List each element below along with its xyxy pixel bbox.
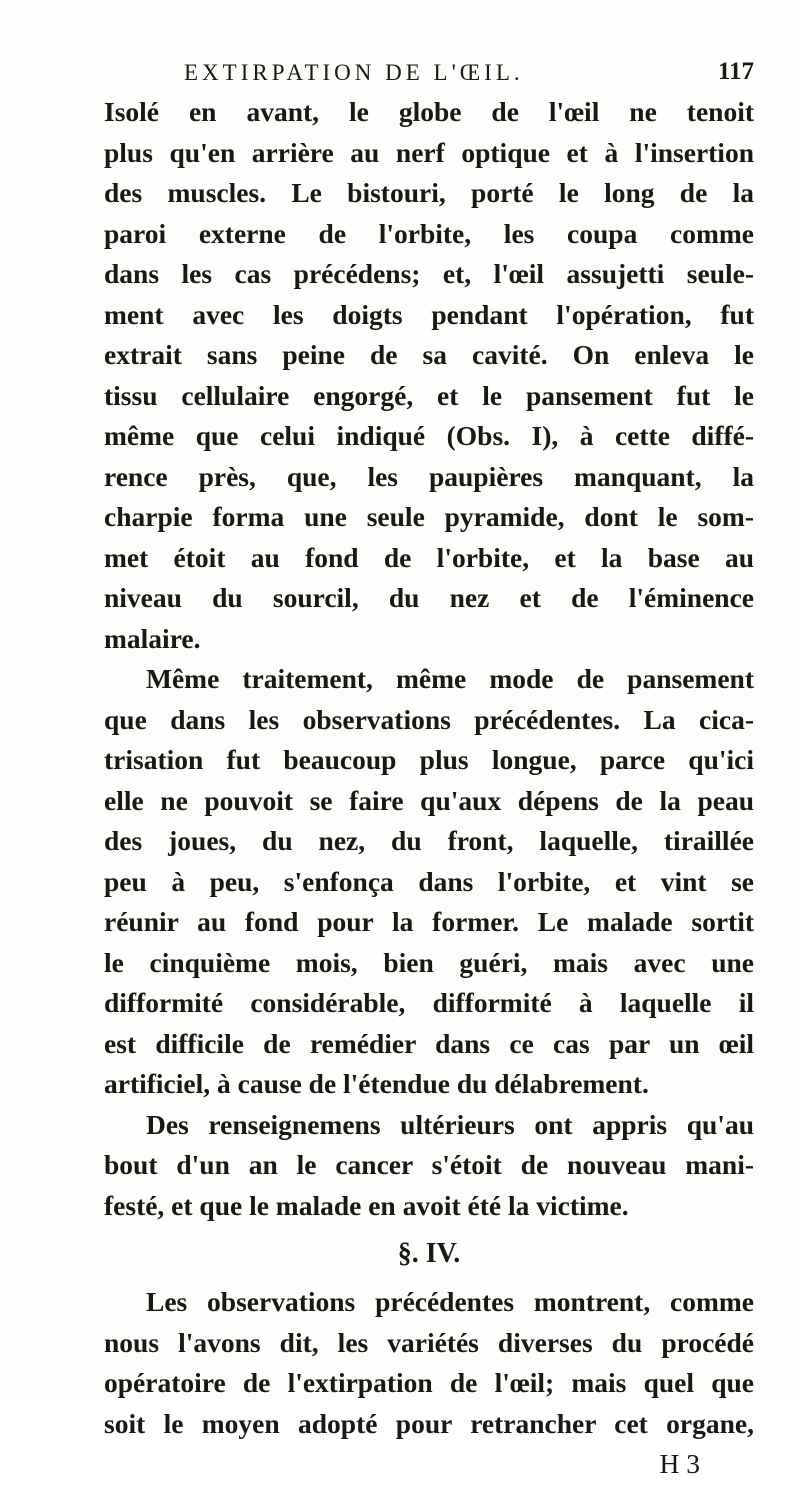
text-line: des joues, du nez, du front, laquelle, tiraillée xyxy=(104,825,754,856)
text-line: que dans les observations précédentes. La cica- xyxy=(104,703,754,735)
running-title: EXTIRPATION DE L'ŒIL. xyxy=(184,60,524,85)
text-line: dans les cas précédens; et, l'œil assujetti seule- xyxy=(104,258,754,289)
text-line: malaire. xyxy=(104,622,201,654)
text-line: bout d'un an le cancer s'étoit de nouveau mani- xyxy=(104,1149,754,1180)
text-line: festé, et que le malade en avoit été la victime. xyxy=(104,1189,629,1221)
text-line: peu à peu, s'enfonça dans l'orbite, et vint se xyxy=(104,865,754,897)
page-number: 117 xyxy=(717,58,754,85)
text-line: ment avec les doigts pendant l'opération, fut xyxy=(104,298,754,330)
text-line: charpie forma une seule pyramide, dont le som- xyxy=(104,501,754,532)
text-line: artificiel, à cause de l'étendue du délabrement. xyxy=(104,1068,649,1099)
signature-mark: H 3 xyxy=(659,1448,700,1479)
text-line: trisation fut beaucoup plus longue, parce qu'ici xyxy=(104,744,754,775)
text-line: Isolé en avant, le globe de l'œil ne tenoit xyxy=(104,96,754,127)
text-line: est difficile de remédier dans ce cas par un œil xyxy=(104,1027,754,1059)
text-line: met étoit au fond de l'orbite, et la base au xyxy=(104,541,754,573)
text-line: le cinquième mois, bien guéri, mais avec une xyxy=(104,946,754,978)
text-line: même que celui indiqué (Obs. I), à cette diffé- xyxy=(104,420,754,451)
text-line: tissu cellulaire engorgé, et le pansement fut le xyxy=(104,379,754,411)
text-line: des muscles. Le bistouri, porté le long de la xyxy=(104,177,754,208)
page-header xyxy=(104,56,754,92)
text-line: rence près, que, les paupières manquant, la xyxy=(104,460,754,492)
text-line: opératoire de l'extirpation de l'œil; mais quel que xyxy=(104,1367,754,1398)
text-line: plus qu'en arrière au nerf optique et à l'insertion xyxy=(104,136,754,168)
body-text xyxy=(104,92,754,1485)
text-line: soit le moyen adopté pour retrancher cet organe, xyxy=(104,1407,754,1439)
text-line: nous l'avons dit, les variétés diverses du procédé xyxy=(104,1326,754,1358)
text-line: difformité considérable, difformité à laquelle il xyxy=(104,987,754,1018)
section-heading: §. IV. xyxy=(397,1238,461,1269)
text-line: Même traitement, même mode de pansement xyxy=(146,663,754,694)
text-line: paroi externe de l'orbite, les coupa comme xyxy=(104,217,754,249)
text-line: réunir au fond pour la former. Le malade sortit xyxy=(104,906,754,937)
text-line: Les observations précédentes montrent, comme xyxy=(146,1286,754,1317)
text-line: niveau du sourcil, du nez et de l'éminence xyxy=(104,582,754,613)
text-line: elle ne pouvoit se faire qu'aux dépens de la peau xyxy=(104,784,754,816)
text-line: Des renseignemens ultérieurs ont appris qu'au xyxy=(146,1108,754,1140)
text-line: extrait sans peine de sa cavité. On enleva le xyxy=(104,339,754,370)
